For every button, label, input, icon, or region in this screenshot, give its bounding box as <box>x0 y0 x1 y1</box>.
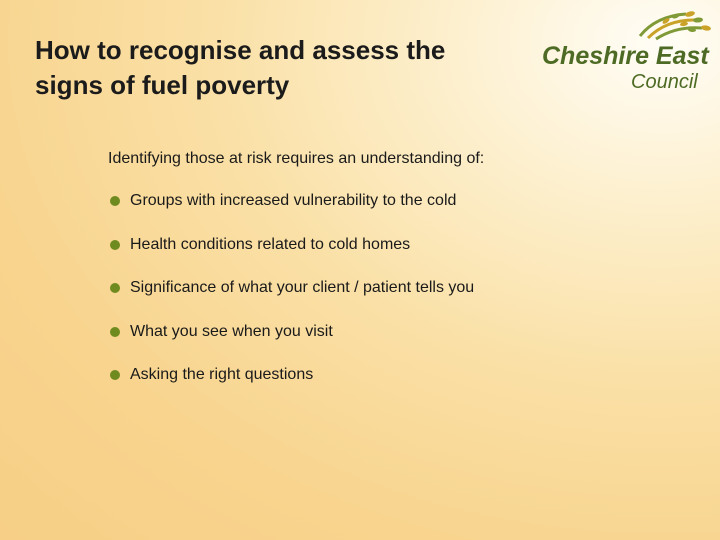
bullet-dot-icon <box>110 327 120 337</box>
list-item-text: Asking the right questions <box>130 366 314 383</box>
list-item <box>108 190 474 212</box>
title-line-2: signs of fuel poverty <box>35 70 290 100</box>
list-item-text: Significance of what your client / patient tells you <box>130 279 475 296</box>
logo-name-bottom: Council <box>631 71 698 93</box>
wheat-sheaf-icon <box>640 10 711 39</box>
list-item-text: What you see when you visit <box>130 322 333 340</box>
list-item <box>108 234 474 256</box>
logo-name-top: Cheshire East <box>542 42 709 70</box>
intro-text: Identifying those at risk requires an understanding of: <box>108 150 485 167</box>
list-item <box>108 321 474 343</box>
bullet-dot-icon <box>110 240 120 250</box>
bullet-list <box>108 190 474 408</box>
bullet-dot-icon <box>110 283 120 293</box>
bullet-dot-icon <box>110 196 120 206</box>
list-item <box>108 364 474 386</box>
slide-title <box>35 33 555 103</box>
list-item-text: Groups with increased vulnerability to the cold <box>130 192 457 209</box>
title-line-1: How to recognise and assess the <box>35 35 446 65</box>
list-item <box>108 277 474 299</box>
logo-graphic <box>536 6 720 98</box>
list-item-text: Health conditions related to cold homes <box>130 235 411 253</box>
cheshire-east-logo <box>536 6 720 98</box>
bullet-dot-icon <box>110 370 120 380</box>
